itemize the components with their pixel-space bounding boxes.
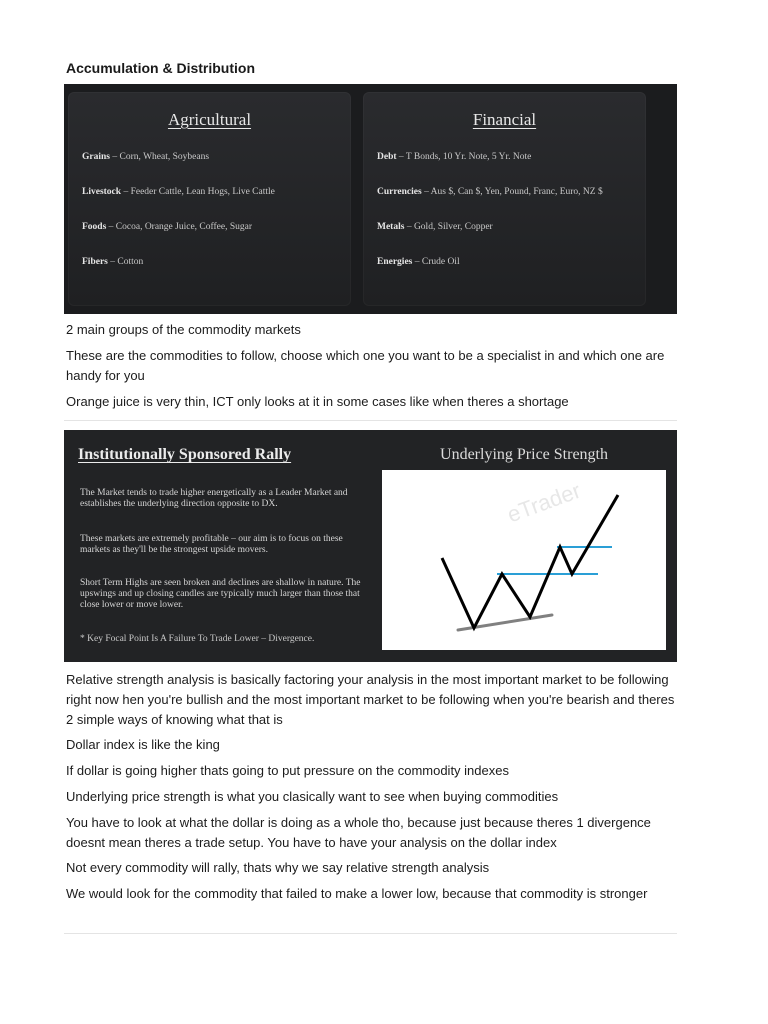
section-heading: Accumulation & Distribution bbox=[66, 60, 255, 76]
row-text: – Feeder Cattle, Lean Hogs, Live Cattle bbox=[121, 187, 275, 197]
slide-paragraph: These markets are extremely profitable – our aim is to focus on these markets as they'll be the strongest upside movers. bbox=[80, 534, 343, 555]
financial-panel bbox=[363, 92, 646, 306]
row-label: Currencies bbox=[377, 187, 422, 197]
row-text: – Corn, Wheat, Soybeans bbox=[109, 152, 210, 162]
row-label: Energies bbox=[377, 257, 413, 267]
financial-row bbox=[377, 222, 493, 232]
paragraph: These are the commodities to follow, choose which one you want to be a specialist in and which one are handy for you bbox=[66, 348, 665, 383]
slide-title: Institutionally Sponsored Rally bbox=[78, 446, 292, 463]
price-strength-chart bbox=[382, 470, 666, 650]
paragraph: Not every commodity will rally, thats why we say relative strength analysis bbox=[66, 860, 490, 875]
slide-paragraph: Short Term Highs are seen broken and declines are shallow in nature. The upswings and up closing candles are typically much larger than those that close lower or move lower. bbox=[80, 578, 361, 610]
paragraph: You have to look at what the dollar is doing as a whole tho, because just because theres 1 divergence doesnt mean theres a trade setup. You have to have your analysis on the dollar index bbox=[66, 815, 651, 850]
financial-row bbox=[377, 152, 531, 162]
row-text: – Crude Oil bbox=[412, 257, 460, 267]
agricultural-row bbox=[82, 222, 252, 232]
paragraph: Dollar index is like the king bbox=[66, 737, 220, 752]
agricultural-row bbox=[82, 187, 275, 197]
agricultural-row bbox=[82, 152, 209, 162]
row-label: Fibers bbox=[82, 257, 108, 267]
sponsored-rally-slide bbox=[64, 430, 677, 662]
row-text: – Cotton bbox=[107, 257, 144, 267]
financial-row bbox=[377, 257, 460, 267]
financial-title: Financial bbox=[472, 110, 537, 129]
agricultural-title: Agricultural bbox=[167, 110, 252, 129]
row-label: Livestock bbox=[82, 187, 122, 197]
paragraph: Orange juice is very thin, ICT only looks at it in some cases like when theres a shortage bbox=[66, 394, 569, 409]
row-label: Metals bbox=[377, 222, 405, 232]
row-text: – Aus $, Can $, Yen, Pound, Franc, Euro, NZ $ bbox=[421, 187, 603, 197]
financial-row bbox=[377, 187, 603, 197]
divider bbox=[64, 420, 677, 421]
row-label: Grains bbox=[82, 152, 110, 162]
row-text: – T Bonds, 10 Yr. Note, 5 Yr. Note bbox=[396, 152, 532, 162]
row-text: – Cocoa, Orange Juice, Coffee, Sugar bbox=[106, 222, 253, 232]
slide-note: * Key Focal Point Is A Failure To Trade Lower – Divergence. bbox=[80, 634, 315, 644]
slide-paragraph: The Market tends to trade higher energetically as a Leader Market and establishes the underlying direction opposite to DX. bbox=[80, 488, 348, 509]
paragraph: We would look for the commodity that failed to make a lower low, because that commodity is stronger bbox=[66, 886, 648, 901]
row-text: – Gold, Silver, Copper bbox=[404, 222, 493, 232]
paragraph: Underlying price strength is what you clasically want to see when buying commodities bbox=[66, 789, 559, 804]
paragraph: If dollar is going higher thats going to put pressure on the commodity indexes bbox=[66, 763, 509, 778]
row-label: Debt bbox=[377, 152, 397, 162]
paragraph: Relative strength analysis is basically factoring your analysis in the most important market to be following right now hen you're bullish and the most important market to be following when you're bearish and theres 2 simple ways of knowing what that is bbox=[66, 672, 675, 727]
watermark: eTrader bbox=[503, 477, 585, 528]
agricultural-panel bbox=[68, 92, 351, 306]
paragraph: 2 main groups of the commodity markets bbox=[66, 322, 301, 337]
row-label: Foods bbox=[82, 222, 107, 232]
commodity-groups-slide bbox=[64, 84, 677, 314]
divider bbox=[64, 933, 677, 934]
chart-title: Underlying Price Strength bbox=[440, 446, 608, 463]
agricultural-row bbox=[82, 257, 143, 267]
